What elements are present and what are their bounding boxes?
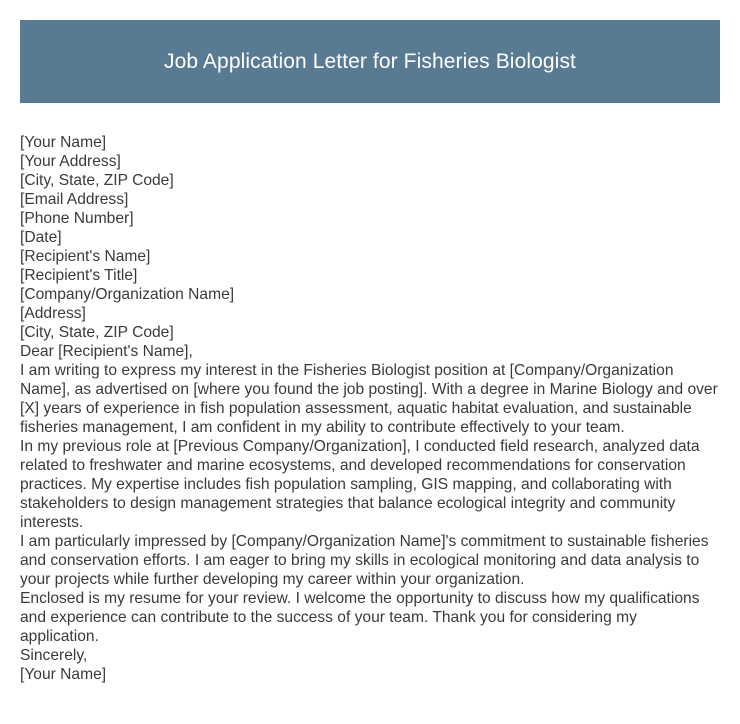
sender-block xyxy=(20,133,720,247)
closing: Sincerely, xyxy=(20,647,88,664)
salutation: Dear [Recipient's Name], xyxy=(20,343,193,360)
recipient-organization: [Company/Organization Name] xyxy=(20,286,235,303)
signature: [Your Name] xyxy=(20,666,107,683)
recipient-address: [Address] xyxy=(20,305,86,322)
sender-address: [Your Address] xyxy=(20,153,121,170)
paragraph-closing: Enclosed is my resume for your review. I welcome the opportunity to discuss how my qualifications and experience can contribute to the success of your team. Thank you for considering my application. xyxy=(20,590,700,645)
title-banner xyxy=(20,20,720,103)
paragraph-intro: I am writing to express my interest in the Fisheries Biologist position at [Company/Organization Name], as advertised on [where you found the job posting]. With a degree in Marine Biology and over [X] years of experience in fish population assessment, aquatic habitat evaluation, and sustainable fisheries management, I am confident in my ability to contribute effectively to your team. xyxy=(20,362,718,436)
letter-date: [Date] xyxy=(20,229,62,246)
sender-email: [Email Address] xyxy=(20,191,129,208)
recipient-city-state-zip: [City, State, ZIP Code] xyxy=(20,324,174,341)
letter-body xyxy=(20,133,720,684)
recipient-name: [Recipient's Name] xyxy=(20,248,151,265)
sender-phone: [Phone Number] xyxy=(20,210,134,227)
sender-city-state-zip: [City, State, ZIP Code] xyxy=(20,172,174,189)
recipient-block xyxy=(20,247,720,342)
sender-name: [Your Name] xyxy=(20,134,107,151)
recipient-title: [Recipient's Title] xyxy=(20,267,138,284)
paragraph-experience: In my previous role at [Previous Company/Organization], I conducted field research, analyzed data related to freshwater and marine ecosystems, and developed recommendations for conservation practices. My expertise includes fish population sampling, GIS mapping, and collaborating with stakeholders to design management strategies that balance ecological integrity and community interests. xyxy=(20,438,700,531)
paragraph-motivation: I am particularly impressed by [Company/Organization Name]'s commitment to sustainable fisheries and conservation efforts. I am eager to bring my skills in ecological monitoring and data analysis to your projects while further developing my career within your organization. xyxy=(20,533,709,588)
page-title: Job Application Letter for Fisheries Biologist xyxy=(164,49,576,73)
